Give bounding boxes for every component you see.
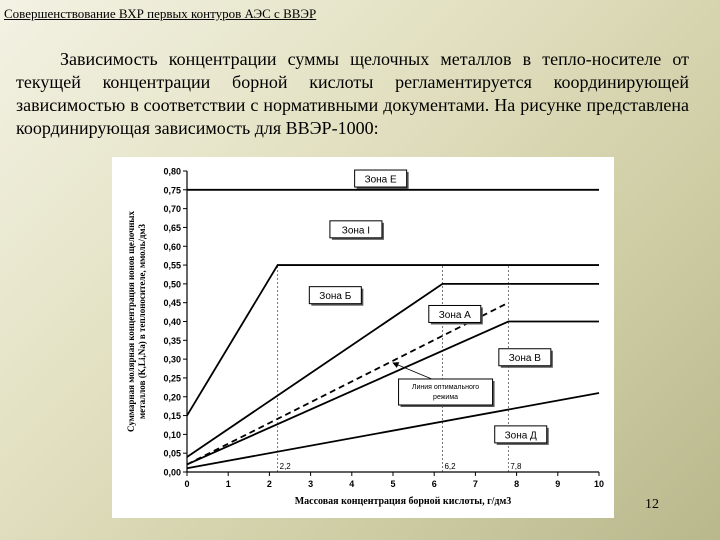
y-tick-label: 0,25 [163,373,181,384]
zone-label: Зона Е [364,174,397,186]
chart-container [112,157,614,518]
vertical-marker-label: 6,2 [444,462,456,471]
zone-label: Зона А [438,309,471,321]
y-axis-label: металлов (K,Li,Na) в теплоносителе, ммоль/дм3 [137,223,147,420]
zone-label: Зона Д [504,430,537,442]
y-tick-label: 0,65 [163,222,181,233]
y-tick-label: 0,50 [163,279,181,290]
y-axis-label: Суммарная молярная концентрация ионов щелочных [126,211,136,432]
y-tick-label: 0,40 [163,317,181,327]
x-tick-label: 8 [514,479,520,489]
y-tick-label: 0,00 [163,467,181,478]
zone-label: Зона I [341,225,371,237]
x-tick-label: 9 [555,479,561,489]
y-tick-label: 0,05 [163,448,181,459]
y-tick-label: 0,20 [163,392,181,403]
x-tick-label: 2 [266,479,272,489]
vertical-marker-label: 2,2 [279,462,291,471]
zone-label: Зона В [508,353,541,365]
y-tick-label: 0,35 [163,335,181,346]
x-tick-label: 1 [225,479,231,489]
y-tick-label: 0,55 [163,260,181,271]
y-tick-label: 0,10 [163,429,181,440]
zone-label: Зона Б [319,291,352,303]
header-title: Совершенствование ВХР первых контуров АЭС с ВВЭР [4,6,317,21]
y-tick-label: 0,70 [163,204,181,215]
y-tick-label: 0,75 [163,185,181,196]
x-tick-label: 6 [431,479,437,489]
annotation-box [399,379,493,405]
x-tick-label: 7 [472,479,478,489]
y-tick-label: 0,60 [163,241,181,252]
chart-svg [112,157,614,518]
y-tick-label: 0,30 [163,354,181,365]
x-tick-label: 3 [308,479,314,489]
y-tick-label: 0,15 [163,411,181,422]
annotation-text: Линия оптимального [411,383,480,391]
y-tick-label: 0,80 [163,166,181,177]
x-axis-label: Массовая концентрация борной кислоты, г/дм3 [294,496,512,507]
annotation-text: режима [433,393,459,401]
annotation-arrow [393,363,437,381]
x-tick-label: 5 [390,479,396,489]
x-tick-label: 10 [593,479,605,489]
vertical-marker-label: 7,8 [510,462,522,471]
y-tick-label: 0,45 [163,298,181,309]
x-tick-label: 0 [184,479,190,489]
body-paragraph-block [16,48,689,140]
series-line [187,265,599,416]
body-paragraph: Зависимость концентрации суммы щелочных металлов в тепло-носителе от текущей концентрации борной кислоты регламентируется координирующей зависимостью в соответствии с нормативными документами. На рисунке представлена координирующая зависимость для ВВЭР-1000: [16,49,689,138]
x-tick-label: 4 [349,479,355,489]
page-number: 12 [645,497,659,512]
